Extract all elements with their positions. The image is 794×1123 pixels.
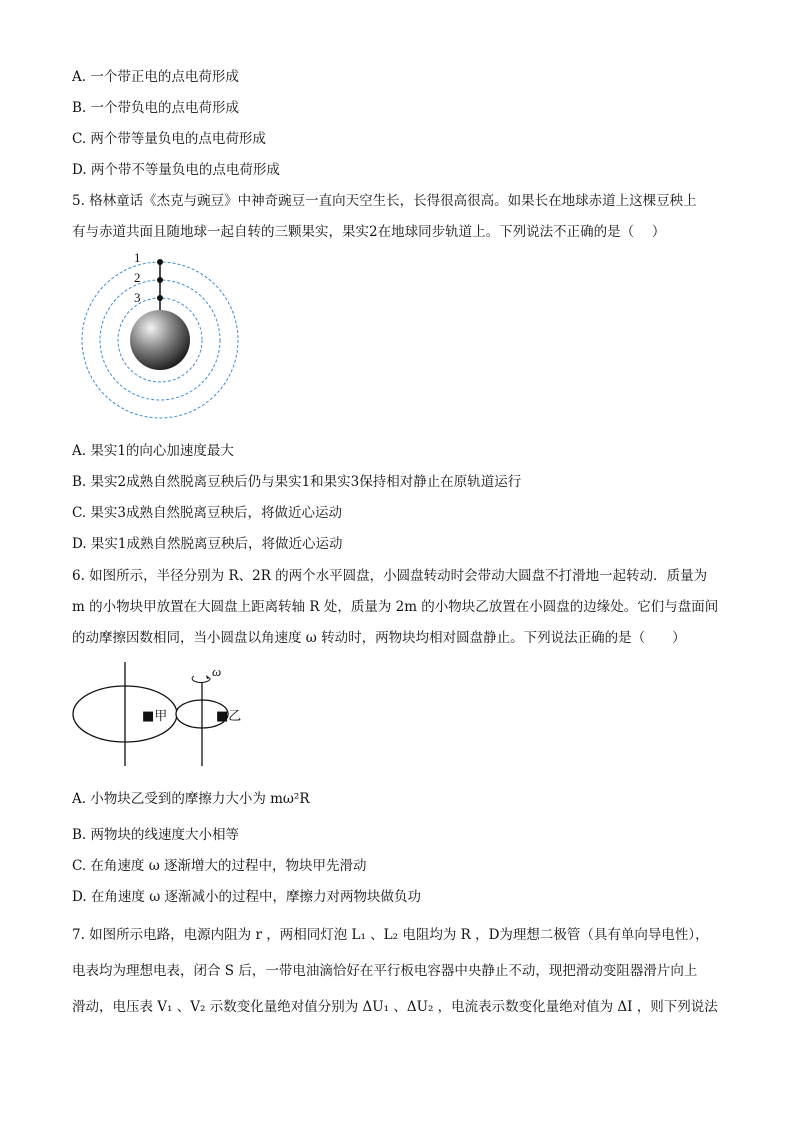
q7-stem-line3: 滑动，电压表 V₁ 、V₂ 示数变化量绝对值分别为 ΔU₁ 、ΔU₂ ，电流表示数变化量绝对值为 ΔI ，则下列说法 [72,999,718,1015]
q5-option-c: C. 果实3成熟自然脱离豆秧后，将做近心运动 [72,505,343,521]
q7-stem-line1: 7. 如图所示电路，电源内阻为 r ，两相同灯泡 L₁ 、L₂ 电阻均为 R ，D为理想二极管（具有单向导电性）， [72,927,709,943]
q5-option-d: D. 果实1成熟自然脱离豆秧后，将做近心运动 [72,536,343,552]
fruit-2-dot [157,277,163,283]
q6-disk-figure [70,660,260,770]
q4-option-b: B. 一个带负电的点电荷形成 [72,100,240,116]
q5-option-b: B. 果实2成熟自然脱离豆秧后仍与果实1和果实3保持相对静止在原轨道运行 [72,474,522,490]
fruit-1-dot [157,259,163,265]
fruit-3-label: 3 [134,290,141,305]
q6-stem-line2: m 的小物块甲放置在大圆盘上距离转轴 R 处，质量为 2m 的小物块乙放置在小圆盘的边缘处。它们与盘面间 [72,599,719,615]
q6-option-b: B. 两物块的线速度大小相等 [72,827,240,843]
q4-option-d: D. 两个带不等量负电的点电荷形成 [72,162,280,178]
omega-label: ω [212,664,222,679]
q6-stem-line3: 的动摩擦因数相同，当小圆盘以角速度 ω 转动时，两物块均相对圆盘静止。下列说法正确的是（ ） [72,630,686,646]
q6-option-c: C. 在角速度 ω 逐渐增大的过程中，物块甲先滑动 [72,858,367,874]
q4-option-a: A. 一个带正电的点电荷形成 [72,69,239,85]
fruit-2-label: 2 [134,270,141,285]
q4-option-c: C. 两个带等量负电的点电荷形成 [72,131,266,147]
q6-stem-line1: 6. 如图所示，半径分别为 R、2R 的两个水平圆盘，小圆盘转动时会带动大圆盘不打滑地一起转动．质量为 [72,568,708,584]
q6-option-d: D. 在角速度 ω 逐渐减小的过程中，摩擦力对两物块做负功 [72,889,422,905]
q6-option-a: A. 小物块乙受到的摩擦力大小为 mω²R [72,791,310,807]
q5-option-a: A. 果实1的向心加速度最大 [72,443,234,459]
earth-sphere [130,310,190,370]
q5-stem-line1: 5. 格林童话《杰克与豌豆》中神奇豌豆一直向天空生长，长得很高很高。如果长在地球赤道上这棵豆秧上 [72,193,697,209]
fruit-3-dot [157,295,163,301]
fruit-1-label: 1 [134,250,141,265]
q7-stem-line2: 电表均为理想电表，闭合 S 后，一带电油滴恰好在平行板电容器中央静止不动，现把滑动变阻器滑片向上 [72,963,698,979]
block-yi-label: ■乙 [216,709,242,724]
block-jia-label: ■甲 [142,709,168,724]
q5-orbit-figure [72,250,252,440]
q5-stem-line2: 有与赤道共面且随地球一起自转的三颗果实，果实2在地球同步轨道上。下列说法不正确的是（ ） [72,224,666,240]
